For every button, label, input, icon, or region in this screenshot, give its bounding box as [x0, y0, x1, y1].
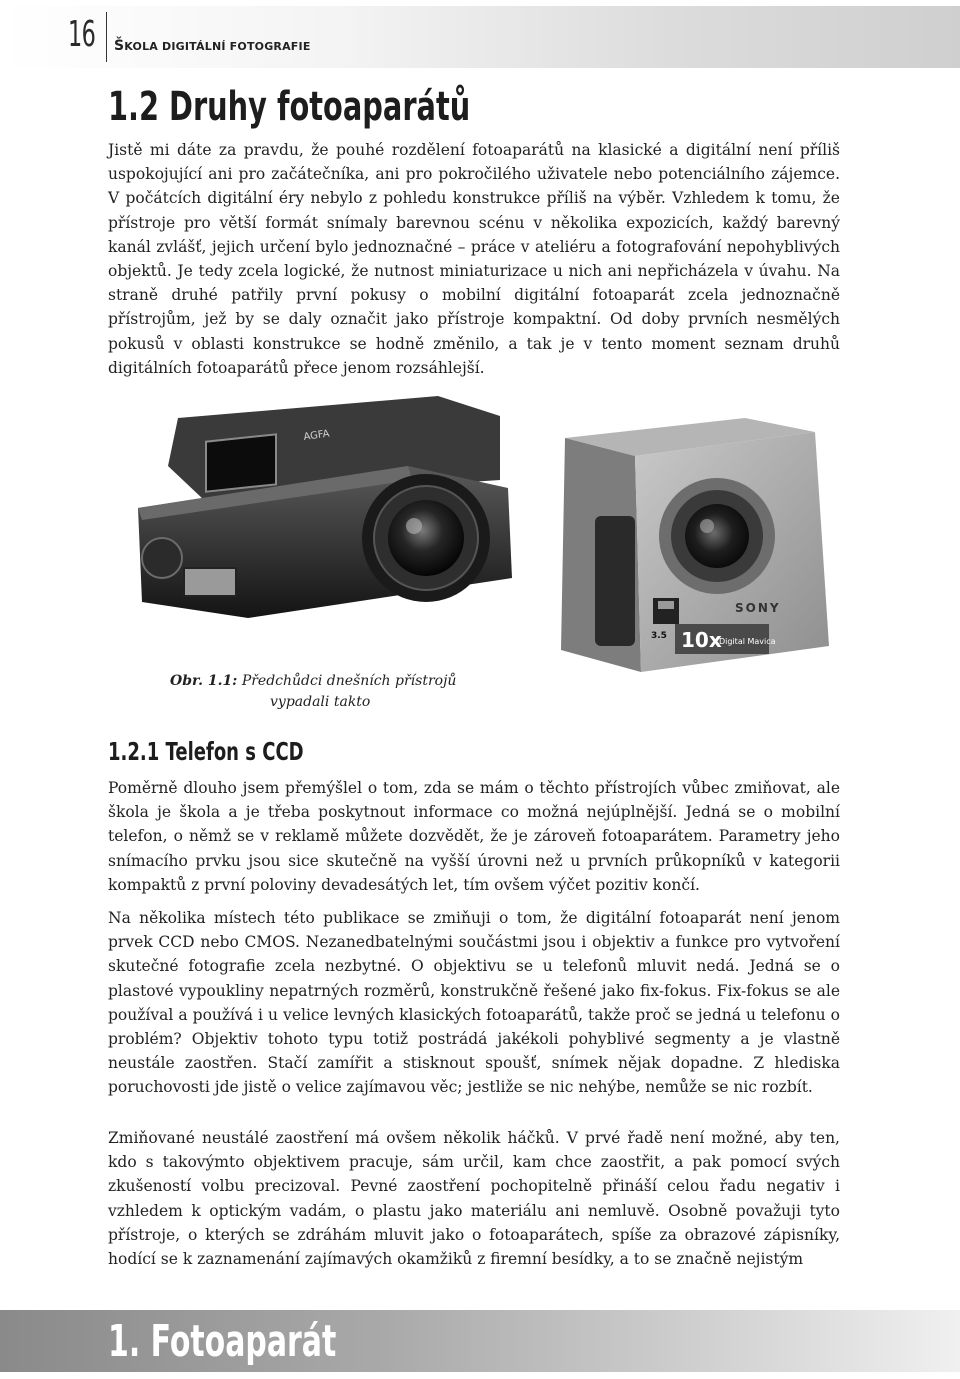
camera-photo-sony-mavica: [545, 388, 843, 690]
running-title: [114, 38, 311, 54]
figure-label: Obr. 1.1:: [170, 673, 238, 689]
figure-caption: [170, 671, 530, 713]
subsection-paragraph-2: Na několika místech této publikace se zmiňuji o tom, že digitální fotoaparát není jenom prvek CCD nebo CMOS. Nezanedbatelnými součástmi jsou i objektiv a funkce pro vytvoření skutečné fotografie zcela nezbytné. O objektivu se u telefonů mluvit nedá. Jedná se o plastové vypoukliny nepatrných rozměrů, konstrukčně řešené jako fix-fokus. Fix-fokus se ale používal a používá i u velice levných klasických fotoaparátů, takže proč se jedná u telefonu o problém? Objektiv tohoto typu totiž postrádá jakékoli pohyblivé segmenty a je vlastně neustále zaostřen. Stačí zamířit a stisknout spoušť, snímek nějak dopadne. Z hlediska poruchovosti jde jistě o velice zajímavou věc; jestliže se nic nehýbe, nemůže se nic rozbít.: [108, 909, 840, 1097]
camera2-model-text: Digital Mavica: [719, 637, 776, 646]
running-title-initial: Š: [114, 38, 125, 54]
figure-caption-line-2: vypadali takto: [270, 694, 371, 710]
camera2-zoom-text: 10x: [681, 628, 722, 652]
figure-caption-line-1: Předchůdci dnešních přístrojů: [241, 673, 457, 689]
chapter-title: 1. Fotoaparát: [108, 1316, 337, 1367]
page-number: 16: [68, 14, 96, 55]
header-divider: [106, 12, 107, 62]
subsection-title: 1.2.1 Telefon s CCD: [108, 737, 304, 766]
running-title-rest: KOLA DIGITÁLNÍ FOTOGRAFIE: [124, 40, 311, 53]
section-paragraph-1: Jistě mi dáte za pravdu, že pouhé rozdělení fotoaparátů na klasické a digitální není příliš uspokojující ani pro začátečníka, ani pro pokročilého uživatele nebo potenciálního zájemce. V počátcích digitální éry nebylo z pohledu konstrukce příliš na výběr. Vzhledem k tomu, že přístroje pro větší formát snímaly barevnou scénu v několika expozicích, každý barevný kanál zvlášť, jejich určení bylo jednoznačné – práce v ateliéru a fotografování nepohyblivých objektů. Je tedy zcela logické, že nutnost miniaturizace u nich ani nepřicházela v úvahu. Na straně druhé patřily první pokusy o mobilní digitální fotoaparát zcela jednoznačně přístrojům, jež by se daly označit jako přístroje kompaktní. Od doby prvních nesmělých pokusů v oblasti konstrukce se hodně změnilo, a tak je v tento moment seznam druhů digitálních fotoaparátů přece jenom rozsáhlejší.: [108, 141, 840, 377]
camera2-disk-text: 3.5: [651, 631, 667, 641]
camera1-brand-text: AGFA: [302, 428, 331, 443]
header-band: [0, 6, 960, 68]
section-title: 1.2 Druhy fotoaparátů: [108, 84, 471, 130]
camera-photo-agfa: [108, 388, 548, 626]
subsection-paragraph-3: Zmiňované neustálé zaostření má ovšem několik háčků. V prvé řadě není možné, aby ten, kdo s takovýmto objektivem pracuje, sám určil, kam chce zaostřit, a pak pomocí svých zkušeností volbu precizoval. Pevné zaostření pochopitelně přináší celou řadu negativ i vzhledem k optickým vadám, o plastu jako materiálu ani nemluvě. Osobně považuji tyto přístroje, o kterých se zdráhám mluvit jako o fotoaparátech, spíše za obrazové zápisníky, hodící se k zaznamenání zajímavých okamžiků z firemní besídky, a to se značně nejistým: [108, 1129, 840, 1269]
subsection-paragraph-1: Poměrně dlouho jsem přemýšlel o tom, zda se mám o těchto přístrojích vůbec zmiňovat, ale škola je škola a je třeba poskytnout informace co možná nejúplnější. Jedná se o mobilní telefon, o němž se v reklamě můžete dozvědět, že je zároveň fotoaparátem. Parametry jeho snímacího prvku jsou sice skutečně na vyšší úrovni než u prvních průkopníků v kategorii kompaktů z první poloviny devadesátých let, tím ovšem výčet pozitiv končí.: [108, 779, 840, 894]
camera2-brand-text: SONY: [735, 601, 781, 615]
